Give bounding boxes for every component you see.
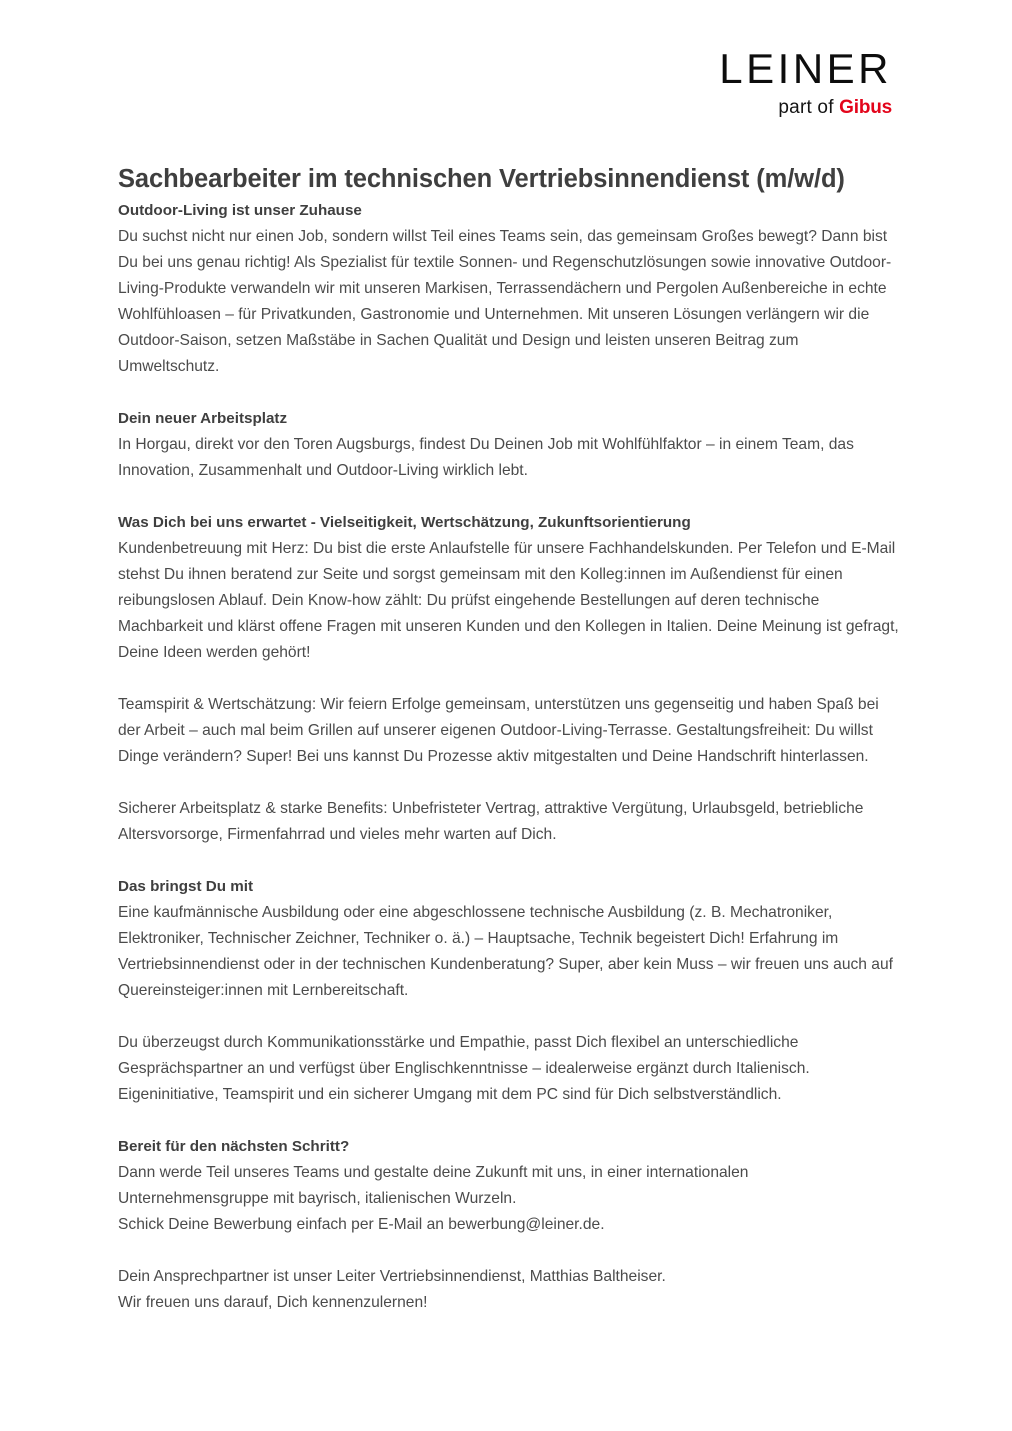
section-paragraph: Du suchst nicht nur einen Job, sondern willst Teil eines Teams sein, das gemeinsam Großes bewegt? Dann bist Du bei uns genau richtig! Als Spezialist für textile Sonnen- und Regenschutzlösungen sowie innovative Outdoor-Living-Produkte verwandeln wir mit unseren Markisen, Terrassendächern und Pergolen Außenbereiche in echte Wohlfühloasen – für Privatkunden, Gastronomie und Unternehmen. Mit unseren Lösungen verlängern wir die Outdoor-Saison, setzen Maßstäbe in Sachen Qualität und Design und leisten unseren Beitrag zum Umweltschutz. <box>118 228 892 375</box>
application-email-line: Schick Deine Bewerbung einfach per E-Mail an bewerbung@leiner.de. <box>118 1216 605 1233</box>
page-title: Sachbearbeiter im technischen Vertriebsinnendienst (m/w/d) <box>118 165 845 193</box>
section-paragraph: Eine kaufmännische Ausbildung oder eine abgeschlossene technische Ausbildung (z. B. Mechatroniker, Elektroniker, Technischer Zeichner, Techniker o. ä.) – Hauptsache, Technik begeistert Dich! Erfahrung im Vertriebsinnendienst oder in der technischen Kundenberatung? Super, aber kein Muss – wir freuen uns auch auf Quereinsteiger:innen mit Lernbereitschaft. <box>118 904 893 999</box>
section-bereit-fuer-naechsten-schritt <box>118 1134 900 1316</box>
closing-line: Wir freuen uns darauf, Dich kennenzulernen! <box>118 1294 428 1311</box>
section-heading: Outdoor-Living ist unser Zuhause <box>118 202 362 219</box>
section-arbeitsplatz <box>118 406 900 484</box>
section-heading: Bereit für den nächsten Schritt? <box>118 1138 350 1155</box>
logo-tagline <box>719 98 892 117</box>
section-heading: Was Dich bei uns erwartet - Vielseitigkeit, Wertschätzung, Zukunftsorientierung <box>118 514 691 531</box>
logo-tagline-brand: Gibus <box>839 97 892 118</box>
section-heading: Das bringst Du mit <box>118 878 254 895</box>
section-was-dich-erwartet <box>118 510 900 848</box>
company-logo <box>719 45 892 118</box>
contact-person-line: Dein Ansprechpartner ist unser Leiter Vertriebsinnendienst, Matthias Baltheiser. <box>118 1268 666 1285</box>
section-heading: Dein neuer Arbeitsplatz <box>118 410 288 427</box>
section-paragraph: Sicherer Arbeitsplatz & starke Benefits: Unbefristeter Vertrag, attraktive Vergütung, Urlaubsgeld, betriebliche Altersvorsorge, Firmenfahrrad und vieles mehr warten auf Dich. <box>118 800 864 843</box>
logo-tagline-prefix: part of <box>778 97 840 118</box>
section-outdoor-living <box>118 198 900 380</box>
section-paragraph: Teamspirit & Wertschätzung: Wir feiern Erfolge gemeinsam, unterstützen uns gegenseitig und haben Spaß bei der Arbeit – auch mal beim Grillen auf unserer eigenen Outdoor-Living-Terrasse. Gestaltungsfreiheit: Du willst Dinge verändern? Super! Bei uns kannst Du Prozesse aktiv mitgestalten und Deine Handschrift hinterlassen. <box>118 696 879 765</box>
job-posting-content <box>118 162 900 1316</box>
section-paragraph: Kundenbetreuung mit Herz: Du bist die erste Anlaufstelle für unsere Fachhandelskunden. Per Telefon und E-Mail stehst Du ihnen beratend zur Seite und sorgst gemeinsam mit den Kolleg:innen im Außendienst für einen reibungslosen Ablauf. Dein Know-how zählt: Du prüfst eingehende Bestellungen auf deren technische Machbarkeit und klärst offene Fragen mit unseren Kunden und den Kollegen in Italien. Deine Meinung ist gefragt, Deine Ideen werden gehört! <box>118 540 899 661</box>
section-paragraph: Dann werde Teil unseres Teams und gestalte deine Zukunft mit uns, in einer internationalen Unternehmensgruppe mit bayrisch, italienischen Wurzeln. <box>118 1164 749 1207</box>
section-paragraph: In Horgau, direkt vor den Toren Augsburgs, findest Du Deinen Job mit Wohlfühlfaktor – in einem Team, das Innovation, Zusammenhalt und Outdoor-Living wirklich lebt. <box>118 436 854 479</box>
logo-wordmark: LEINER <box>719 45 892 92</box>
section-paragraph: Du überzeugst durch Kommunikationsstärke und Empathie, passt Dich flexibel an unterschiedliche Gesprächspartner an und verfügst über Englischkenntnisse – idealerweise ergänzt durch Italienisch. Eigeninitiative, Teamspirit und ein sicherer Umgang mit dem PC sind für Dich selbstverständlich. <box>118 1034 810 1103</box>
section-das-bringst-du-mit <box>118 874 900 1108</box>
